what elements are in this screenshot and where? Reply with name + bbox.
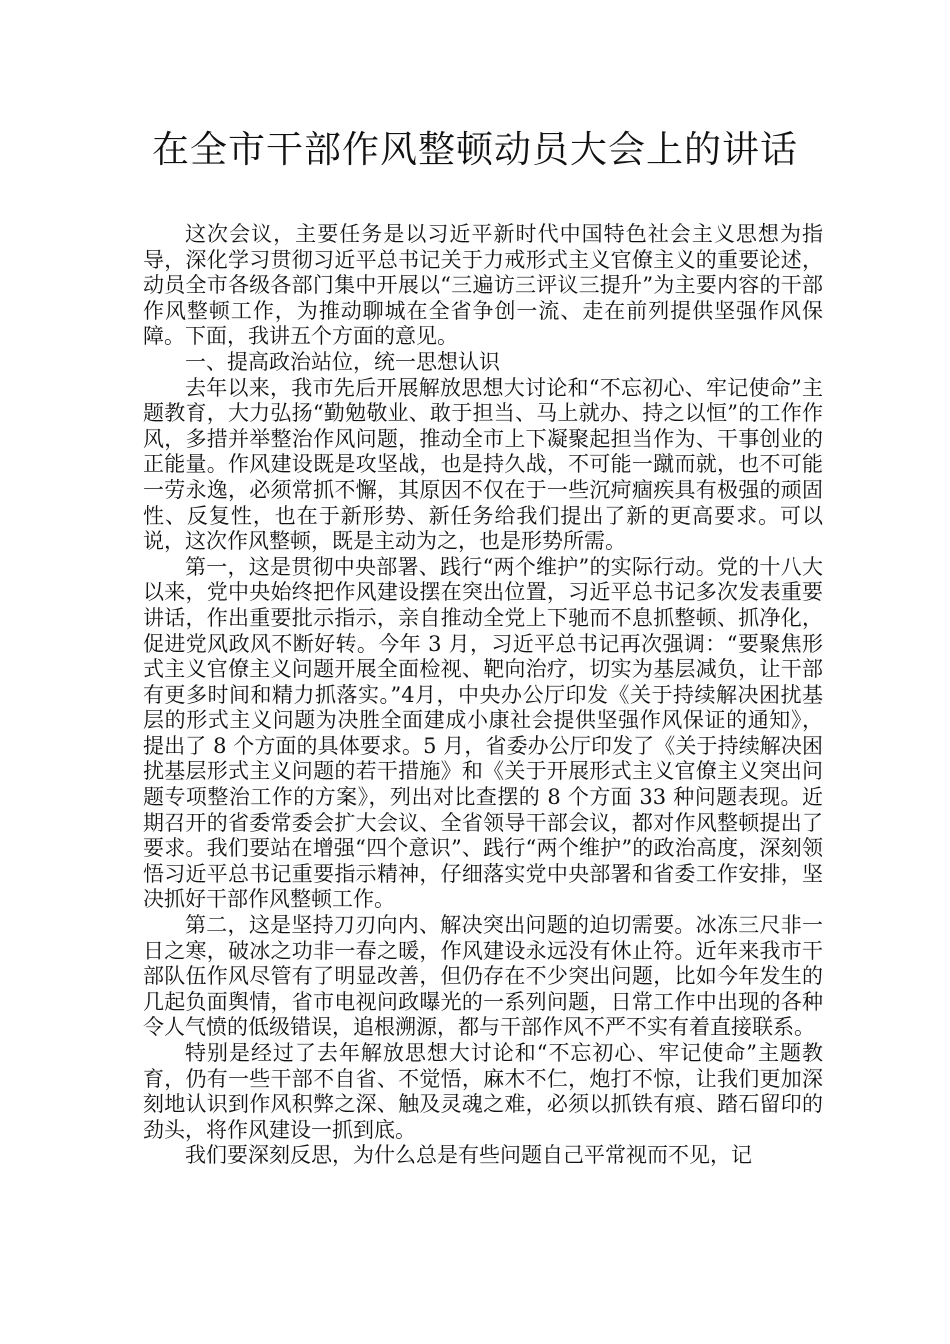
section-heading-1: 一、提高政治站位，统一思想认识 bbox=[185, 349, 500, 374]
document-body bbox=[143, 222, 823, 1169]
paragraph: 去年以来，我市先后开展解放思想大讨论和“不忘初心、牢记使命”主题教育，大力弘扬“勤勉敬业、敢于担当、马上就办、持之以恒”的工作作风，多措并举整治作风问题，推动全市上下凝聚起担当作为、干事创业的正能量。作风建设既是攻坚战，也是持久战，不可能一蹴而就，也不可能一劳永逸，必须常抓不懈，其原因不仅在于一些沉疴痼疾具有极强的顽固性、反复性，也在于新形势、新任务给我们提出了新的更高要求。可以说，这次作风整顿，既是主动为之，也是形势所需。 bbox=[143, 375, 823, 554]
paragraph: 第二，这是坚持刀刃向内、解决突出问题的迫切需要。冰冻三尺非一日之寒，破冰之功非一春之暖，作风建设永远没有休止符。近年来我市干部队伍作风尽管有了明显改善，但仍存在不少突出问题，比如今年发生的几起负面舆情，省市电视问政曝光的一系列问题，日常工作中出现的各种令人气愤的低级错误，追根溯源，都与干部作风不严不实有着直接联系。 bbox=[143, 913, 823, 1040]
paragraph: 我们要深刻反思，为什么总是有些问题自己平常视而不见，记 bbox=[185, 1143, 752, 1168]
paragraph: 特别是经过了去年解放思想大讨论和“不忘初心、牢记使命”主题教育，仍有一些干部不自省、不觉悟，麻木不仁，炮打不惊，让我们更加深刻地认识到作风积弊之深、触及灵魂之难，必须以抓铁有痕、踏石留印的劲头，将作风建设一抓到底。 bbox=[143, 1041, 823, 1142]
paragraph: 第一，这是贯彻中央部署、践行“两个维护”的实际行动。党的十八大以来，党中央始终把作风建设摆在突出位置，习近平总书记多次发表重要讲话，作出重要批示指示，亲自推动全党上下驰而不息抓整顿、抓净化，促进党风政风不断好转。今年 3 月，习近平总书记再次强调：“要聚焦形式主义官僚主义问题开展全面检视、靶向治疗，切实为基层减负，让干部有更多时间和精力抓落实。”4月，中央办公厅印发《关于持续解决困扰基层的形式主义问题为决胜全面建成小康社会提供坚强作风保证的通知》，提出了 8 个方面的具体要求。5 月，省委办公厅印发了《关于持续解决困扰基层形式主义问题的若干措施》和《关于开展形式主义官僚主义突出问题专项整治工作的方案》，列出对比查摆的 8 个方面 33 种问题表现。近期召开的省委常委会扩大会议、全省领导干部会议，都对作风整顿提出了要求。我们要站在增强“四个意识”、践行“两个维护”的政治高度，深刻领悟习近平总书记重要指示精神，仔细落实党中央部署和省委工作安排，坚决抓好干部作风整顿工作。 bbox=[143, 554, 823, 912]
paragraph-intro: 这次会议，主要任务是以习近平新时代中国特色社会主义思想为指导，深化学习贯彻习近平总书记关于力戒形式主义官僚主义的重要论述，动员全市各级各部门集中开展以“三遍访三评议三提升”为主要内容的干部作风整顿工作，为推动聊城在全省争创一流、走在前列提供坚强作风保障。下面，我讲五个方面的意见。 bbox=[143, 222, 823, 349]
document-title: 在全市干部作风整顿动员大会上的讲话 bbox=[152, 128, 798, 171]
